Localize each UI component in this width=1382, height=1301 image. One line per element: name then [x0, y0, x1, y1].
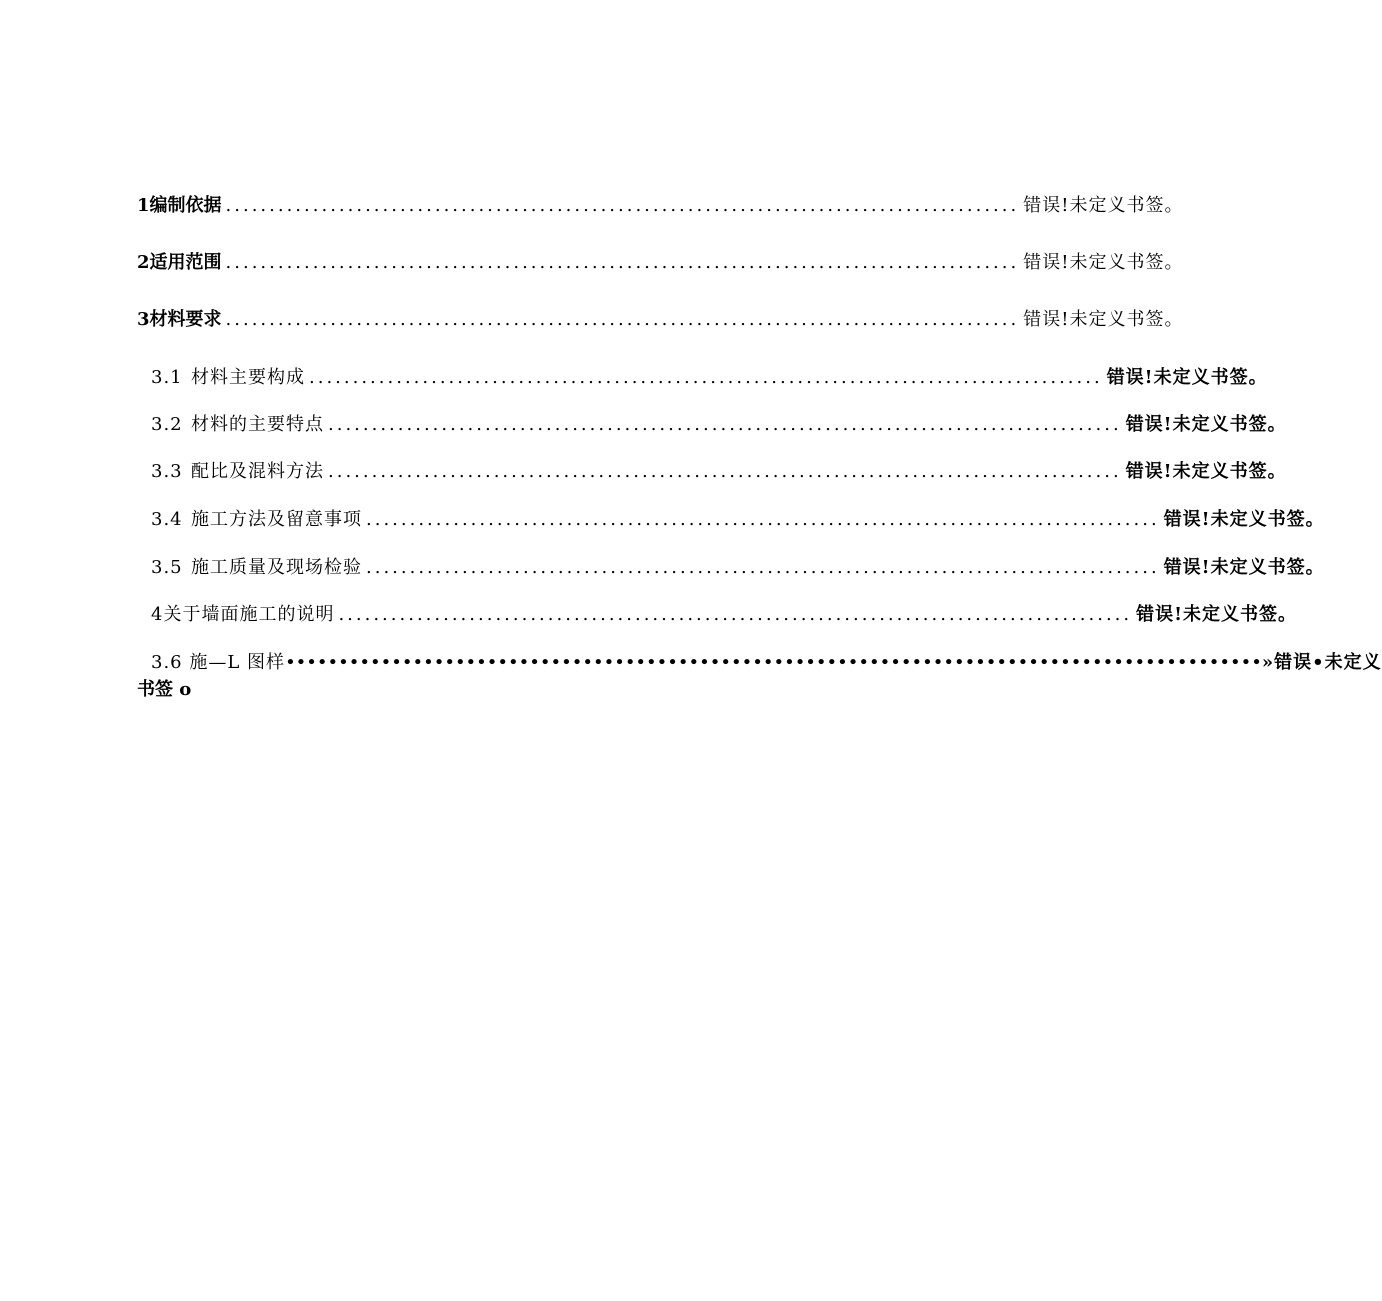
toc-page-ref: 错误!未定义书签。 [1023, 195, 1184, 216]
toc-entry-title: 配比及混料方法 [191, 461, 324, 482]
toc-dense-leader: •••••••••••••••••••••••••••••••••••••••••••••••••••••••••••••••••••••••••••••••••••••••••••• [285, 652, 1262, 673]
toc-leader: ........................................................................................... [328, 461, 1122, 482]
toc-entry-label [151, 366, 305, 390]
toc-leader: ........................................................................................... [309, 367, 1103, 388]
toc-entry-3[interactable] [137, 308, 1184, 332]
toc-entry-number: 3 [137, 309, 150, 330]
toc-entry-title: 材料的主要特点 [191, 414, 324, 435]
toc-entry-label [137, 308, 222, 332]
toc-page-ref: 错误!未定义书签。 [1023, 309, 1184, 330]
toc-leader: ........................................................................................... [225, 309, 1020, 330]
toc-entry-title: 材料主要构成 [191, 367, 305, 388]
toc-entry-number: 4 [151, 604, 164, 625]
toc-page-ref: 错误!未定义书签。 [1106, 367, 1268, 388]
toc-entry-number: 1 [137, 195, 150, 216]
toc-entry-label [151, 508, 362, 532]
toc-entry-title: 适用范围 [149, 252, 222, 273]
toc-entry-title: 施—L 图样 [189, 652, 286, 673]
toc-leader: ........................................................................................... [225, 195, 1020, 216]
toc-page-ref: 错误!未定义书签。 [1023, 252, 1184, 273]
toc-entry-number: 3.6 [151, 652, 183, 673]
toc-leader: ........................................................................................... [366, 509, 1160, 530]
toc-entry-title: 材料要求 [149, 309, 222, 330]
toc-page-ref: 错误!未定义书签。 [1163, 557, 1325, 578]
toc-entry-1[interactable] [137, 194, 1184, 218]
toc-entry-2[interactable] [137, 251, 1184, 275]
toc-entry-number: 3.5 [151, 557, 183, 578]
toc-page-ref: »错误•未定义 [1261, 652, 1382, 673]
toc-leader: ........................................................................................... [225, 252, 1020, 273]
toc-entry-3-1[interactable] [151, 366, 1268, 390]
toc-entry-title: 施工方法及留意事项 [191, 509, 362, 530]
toc-entry-label [151, 556, 362, 580]
toc-entry-label [151, 603, 334, 627]
toc-page-ref: 错误!未定义书签。 [1163, 509, 1325, 530]
toc-leader: ........................................................................................... [328, 414, 1122, 435]
toc-leader: ........................................................................................... [366, 557, 1160, 578]
toc-entry-label [151, 413, 324, 437]
toc-entry-title: 关于墙面施工的说明 [163, 604, 335, 625]
toc-entry-3-3[interactable] [151, 460, 1287, 484]
toc-entry-number: 3.1 [151, 367, 183, 388]
toc-entry-label [151, 651, 285, 675]
toc-entry-3-5[interactable] [151, 556, 1325, 580]
toc-entry-number: 3.2 [151, 414, 183, 435]
toc-page-ref: 错误!未定义书签。 [1125, 414, 1287, 435]
toc-entry-label [151, 460, 324, 484]
toc-entry-title: 编制依据 [149, 195, 222, 216]
toc-page-ref: 错误!未定义书签。 [1136, 604, 1298, 625]
toc-entry-number: 2 [137, 252, 150, 273]
toc-entry-label [137, 194, 222, 218]
toc-entry-number: 3.4 [151, 509, 183, 530]
toc-entry-number: 3.3 [151, 461, 183, 482]
toc-page-ref-continuation: 书签 o [137, 679, 192, 700]
toc-entry-label [137, 251, 222, 275]
toc-entry-title: 施工质量及现场检验 [191, 557, 362, 578]
toc-entry-4[interactable] [151, 603, 1298, 627]
toc-entry-3-2[interactable] [151, 413, 1287, 437]
toc-page-ref: 错误!未定义书签。 [1125, 461, 1287, 482]
toc-entry-3-6[interactable] [151, 651, 1382, 675]
toc-leader: ........................................................................................... [338, 604, 1133, 625]
toc-entry-3-4[interactable] [151, 508, 1325, 532]
